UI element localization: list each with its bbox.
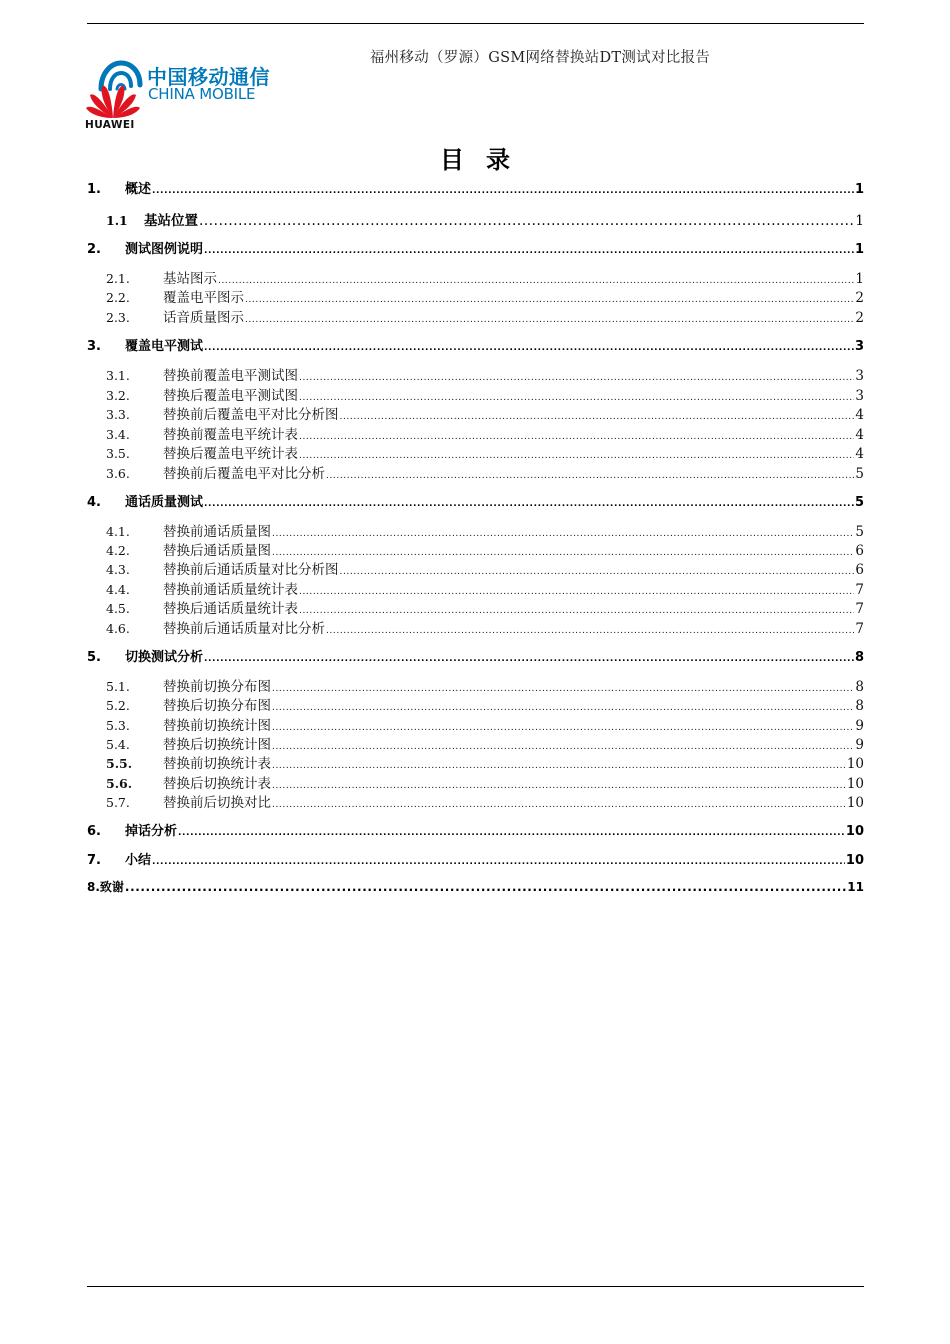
toc-title: 替换后覆盖电平测试图 [163, 388, 298, 404]
toc-leader [218, 271, 854, 287]
toc-entry[interactable] [87, 539, 864, 559]
toc-page: 7 [855, 621, 864, 637]
toc-title: 掉话分析 [125, 824, 178, 839]
toc-leader [340, 407, 855, 423]
toc-number: 3.4. [106, 427, 130, 442]
toc-title: 小结 [125, 853, 152, 868]
toc-entry[interactable] [87, 178, 864, 197]
toc-page: 11 [847, 880, 864, 894]
toc-entry[interactable] [87, 578, 864, 598]
toc-leader [125, 880, 846, 894]
page-title: 目录 [440, 146, 532, 174]
toc-number: 4. [87, 495, 101, 510]
toc-entry[interactable] [87, 617, 864, 637]
toc-number: 3.2. [106, 388, 130, 403]
toc-number: 5.5. [106, 756, 133, 771]
toc-page: 1 [854, 242, 864, 257]
toc-entry[interactable] [87, 714, 864, 734]
toc-leader [272, 524, 854, 540]
toc-title: 替换后通话质量图 [163, 543, 271, 559]
toc-leader [152, 182, 854, 197]
toc-title: 替换前后覆盖电平对比分析图 [163, 407, 339, 423]
toc-leader [272, 543, 854, 559]
toc-title: 替换后覆盖电平统计表 [163, 446, 298, 462]
toc-page: 2 [855, 290, 864, 306]
toc-page: 4 [855, 427, 864, 443]
toc-number: 2.3. [106, 310, 130, 325]
toc-entry[interactable] [87, 238, 864, 257]
toc-page: 5 [855, 524, 864, 540]
toc-entry[interactable] [87, 423, 864, 443]
toc-leader [204, 339, 854, 354]
toc-leader [326, 621, 854, 637]
toc-page: 9 [855, 718, 864, 734]
huawei-logo-icon [84, 78, 142, 120]
toc-number: 7. [87, 853, 101, 868]
toc-title: 替换后切换分布图 [163, 698, 271, 714]
toc-entry[interactable] [87, 675, 864, 695]
toc-entry[interactable] [87, 491, 864, 510]
toc-title: 切换测试分析 [125, 650, 204, 665]
toc-entry[interactable] [87, 733, 864, 753]
toc-page: 10 [846, 795, 864, 811]
toc-leader [178, 824, 845, 839]
toc-entry[interactable] [87, 306, 864, 326]
toc-page: 1 [855, 213, 864, 229]
toc-number: 5.7. [106, 795, 130, 810]
toc-leader [204, 242, 854, 257]
toc-leader [245, 310, 854, 326]
toc-page: 3 [854, 339, 864, 354]
toc-page: 1 [854, 182, 864, 197]
toc-leader [299, 582, 854, 598]
toc-title: 替换前覆盖电平测试图 [163, 368, 298, 384]
toc-page: 9 [855, 737, 864, 753]
toc-number: 3.3. [106, 407, 130, 422]
toc-number: 2.1. [106, 271, 130, 286]
toc-leader [204, 650, 854, 665]
toc-title: 替换前覆盖电平统计表 [163, 427, 298, 443]
toc-entry[interactable] [87, 520, 864, 540]
toc-title: 替换后切换统计图 [163, 737, 271, 753]
toc-leader [272, 776, 846, 792]
toc-title: 8.致谢 [87, 880, 124, 894]
toc-page: 2 [855, 310, 864, 326]
toc-leader [326, 466, 854, 482]
toc-title: 替换前后通话质量对比分析 [163, 621, 325, 637]
toc-title: 替换前切换分布图 [163, 679, 271, 695]
toc-entry[interactable] [87, 646, 864, 665]
china-mobile-english-name: CHINA MOBILE [148, 85, 256, 103]
toc-entry[interactable] [87, 462, 864, 482]
toc-number: 4.2. [106, 543, 130, 558]
toc-entry[interactable] [87, 597, 864, 617]
toc-entry[interactable] [87, 442, 864, 462]
footer-rule [87, 1286, 864, 1287]
toc-number: 4.3. [106, 562, 130, 577]
toc-leader [204, 495, 854, 510]
toc-entry[interactable] [87, 403, 864, 423]
toc-leader [272, 679, 854, 695]
toc-page: 8 [854, 650, 864, 665]
toc-page: 3 [855, 388, 864, 404]
toc-leader [152, 853, 845, 868]
toc-title: 通话质量测试 [125, 495, 204, 510]
toc-entry[interactable] [87, 558, 864, 578]
toc-leader [272, 698, 854, 714]
toc-page: 6 [855, 543, 864, 559]
toc-number: 4.1. [106, 524, 130, 539]
toc-title: 替换前切换统计图 [163, 718, 271, 734]
toc-page: 8 [855, 698, 864, 714]
toc-number: 3.6. [106, 466, 130, 481]
toc-number: 1. [87, 182, 101, 197]
toc-entry[interactable] [87, 820, 864, 839]
toc-entry[interactable] [87, 878, 864, 895]
toc-entry[interactable] [87, 267, 864, 287]
toc-number: 3.5. [106, 446, 130, 461]
header-rule [87, 23, 864, 24]
toc-title: 替换前后切换对比 [163, 795, 271, 811]
toc-page: 7 [855, 582, 864, 598]
toc-number: 5.2. [106, 698, 130, 713]
toc-title: 替换后通话质量统计表 [163, 601, 298, 617]
toc-entry[interactable] [87, 364, 864, 384]
toc-number: 2. [87, 242, 101, 257]
toc-number: 1.1 [106, 213, 128, 228]
toc-number: 5.1. [106, 679, 130, 694]
toc-page: 6 [855, 562, 864, 578]
toc-number: 3.1. [106, 368, 130, 383]
logo-area [84, 58, 284, 132]
toc-leader [272, 756, 846, 772]
toc-entry[interactable] [87, 286, 864, 306]
toc-number: 4.6. [106, 621, 130, 636]
toc-leader [199, 213, 854, 229]
toc-title: 覆盖电平测试 [125, 339, 204, 354]
toc-title: 基站图示 [163, 271, 217, 287]
toc-page: 4 [855, 407, 864, 423]
header-title: 福州移动（罗源）GSM网络替换站DT测试对比报告 [369, 50, 711, 66]
toc-entry[interactable] [87, 849, 864, 868]
toc-number: 5. [87, 650, 101, 665]
toc-leader [272, 718, 854, 734]
toc-leader [299, 427, 854, 443]
toc-number: 3. [87, 339, 101, 354]
toc-title: 概述 [125, 182, 152, 197]
toc-title: 替换前通话质量统计表 [163, 582, 298, 598]
toc-entry[interactable] [87, 694, 864, 714]
toc-entry[interactable] [87, 335, 864, 354]
toc-leader [299, 368, 854, 384]
toc-number: 4.5. [106, 601, 130, 616]
toc-title: 替换前切换统计表 [163, 756, 271, 772]
toc-page: 10 [845, 853, 864, 868]
toc-leader [299, 446, 854, 462]
toc-title: 替换前后覆盖电平对比分析 [163, 466, 325, 482]
toc-leader [272, 795, 846, 811]
toc-title: 替换前后通话质量对比分析图 [163, 562, 339, 578]
toc-leader [340, 562, 855, 578]
toc-leader [299, 388, 854, 404]
toc-title: 替换后切换统计表 [163, 776, 271, 792]
toc-title: 话音质量图示 [163, 310, 244, 326]
toc-page: 10 [846, 776, 864, 792]
toc-number: 5.6. [106, 776, 133, 791]
toc-page: 8 [855, 679, 864, 695]
toc-number: 2.2. [106, 290, 130, 305]
toc-number: 6. [87, 824, 101, 839]
toc-leader [299, 601, 854, 617]
toc-number: 4.4. [106, 582, 130, 597]
toc-page: 5 [855, 466, 864, 482]
toc-leader [272, 737, 854, 753]
toc-entry[interactable] [87, 752, 864, 772]
toc-title: 测试图例说明 [125, 242, 204, 257]
toc-number: 5.4. [106, 737, 130, 752]
china-mobile-chinese-name: 中国移动通信 [147, 65, 270, 89]
toc-title: 替换前通话质量图 [163, 524, 271, 540]
toc-page: 1 [855, 271, 864, 287]
toc-entry[interactable] [87, 772, 864, 792]
toc-entry[interactable] [87, 791, 864, 811]
toc-page: 7 [855, 601, 864, 617]
toc-page: 10 [846, 756, 864, 772]
toc-number: 5.3. [106, 718, 130, 733]
toc-page: 5 [854, 495, 864, 510]
toc-title: 基站位置 [144, 213, 198, 229]
huawei-wordmark: HUAWEI [85, 119, 135, 131]
toc-title: 覆盖电平图示 [163, 290, 244, 306]
toc-page: 10 [845, 824, 864, 839]
toc-entry[interactable] [87, 209, 864, 229]
toc-page: 3 [855, 368, 864, 384]
toc-page: 4 [855, 446, 864, 462]
toc-leader [245, 290, 854, 306]
toc-entry[interactable] [87, 384, 864, 404]
